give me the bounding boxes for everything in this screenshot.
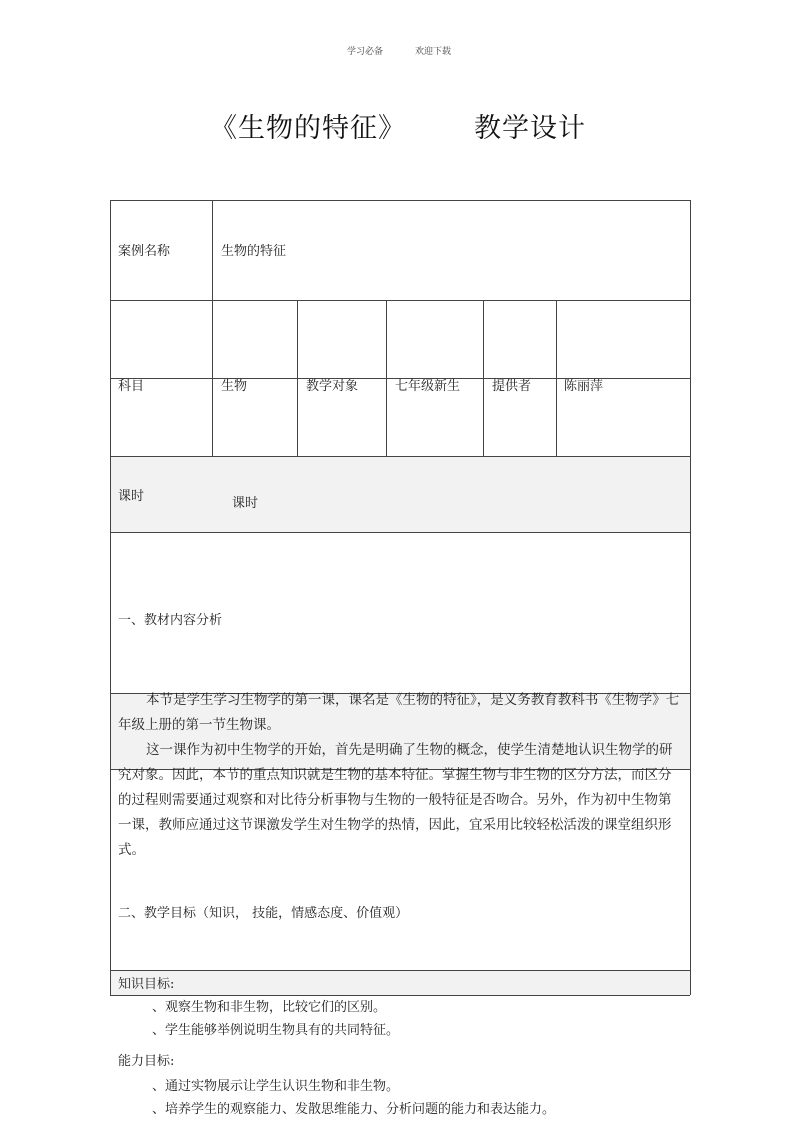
section1-paragraph: 本节是学生学习生物学的第一课，课名是《生物的特征》，是义务教育教科书《生物学》七年级上册的第一节生物课。 [118,692,680,733]
table-line [110,532,690,533]
table-line [212,200,213,456]
section2-heading: 二、教学目标（知识， 技能，情感态度、价值观） [118,906,409,921]
case-name-label: 案例名称 [118,244,171,259]
header-left-text: 学习必备 [347,47,384,57]
table-line [110,970,690,971]
provider-label: 提供者 [492,379,532,394]
ability-goal-item: 、培养学生的观察能力、发散思维能力、分析问题的能力和表达能力。 [152,1102,556,1117]
subject-label: 科目 [118,379,145,394]
section1-heading: 一、教材内容分析 [118,613,223,628]
table-line [110,300,690,301]
table-line [556,300,557,456]
period-value: 课时 [232,496,259,511]
section1-body [118,688,684,863]
ability-goal-item: 、通过实物展示让学生认识生物和非生物。 [152,1079,400,1094]
header-right-text: 欢迎下载 [415,47,452,57]
knowledge-goals-label: 知识目标: [118,977,175,992]
knowledge-goal-item: 、观察生物和非生物，比较它们的区别。 [152,1000,387,1015]
provider-value: 陈丽萍 [564,379,604,394]
audience-value: 七年级新生 [395,379,461,394]
knowledge-goal-item: 、学生能够举例说明生物具有的共同特征。 [152,1023,400,1038]
table-line [110,200,111,995]
case-name-value: 生物的特征 [221,244,287,259]
knowledge-row-shade [110,970,690,995]
table-line [483,300,484,456]
table-line [110,456,690,457]
page-title: 《生物的特征》 [210,113,406,144]
table-line [386,300,387,456]
period-label: 课时 [118,489,145,504]
table-line [297,300,298,456]
table-line [110,200,690,201]
ability-goals-label: 能力目标: [118,1054,175,1069]
audience-label: 教学对象 [306,379,359,394]
subject-value: 生物 [221,379,248,394]
table-line [690,200,691,995]
page-subtitle: 教学设计 [474,113,586,144]
period-row-shade [110,456,690,532]
section1-paragraph: 这一课作为初中生物学的开始，首先是明确了生物的概念，使学生清楚地认识生物学的研究对象。因此，本节的重点知识就是生物的基本特征。掌握生物与非生物的区分方法，而区分的过程则需要通过观察和对比待分析事物与生物的一般特征是否吻合。另外，作为初中生物第一课，教师应通过这节课激发学生对生物学的热情，因此，宜采用比较轻松活泼的课堂组织形式。 [118,742,673,858]
